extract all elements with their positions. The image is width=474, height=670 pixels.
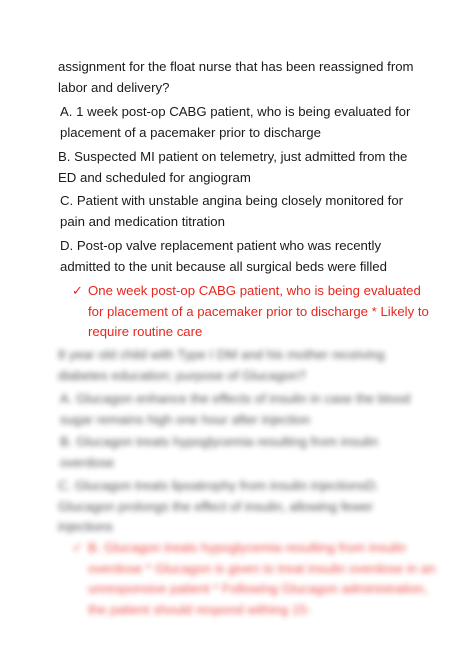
question-1-stem: assignment for the float nurse that has been reassigned from labor and delivery? (58, 59, 414, 95)
question-2-answer-text: B. Glucagon treats hypoglycemia resulting from insulin overdose * Glucagon is given to treat insulin overdose in an unresponsive patient * Following Glucagon administration, the patient should respond withing 15- (88, 540, 436, 617)
question-2-stem: 8 year old child with Type I DM and his mother receiving diabetes education; purpose of Glucagon? (58, 347, 385, 383)
question-2-option-c-d: C. Glucagon treats lipoatrophy from insulin injectionsD. Glucagon prolongs the effect of insulin, allowing fewer injections (58, 478, 380, 534)
question-1-option-a: A. 1 week post-op CABG patient, who is being evaluated for placement of a pacemaker prior to discharge (60, 104, 411, 140)
question-1-option-d: D. Post-op valve replacement patient who was recently admitted to the unit because all surgical beds were filled (60, 238, 387, 274)
checkmark-icon: ✓ (72, 540, 83, 555)
question-1-option-b: B. Suspected MI patient on telemetry, just admitted from the ED and scheduled for angiogram (58, 149, 408, 185)
checkmark-icon: ✓ (72, 283, 83, 298)
question-2-option-a: A. Glucagon enhance the effects of insulin in case the blood sugar remains high one hour after injection (60, 391, 411, 427)
question-1-option-c: C. Patient with unstable angina being closely monitored for pain and medication titration (60, 193, 404, 229)
question-1-answer (72, 281, 438, 343)
question-1-answer-text: One week post-op CABG patient, who is being evaluated for placement of a pacemaker prior to discharge * Likely to require routine care (88, 283, 429, 339)
question-2-answer (72, 538, 438, 620)
question-2-option-b: B. Glucagon treats hypoglycemia resulting from insulin overdose (60, 434, 379, 470)
